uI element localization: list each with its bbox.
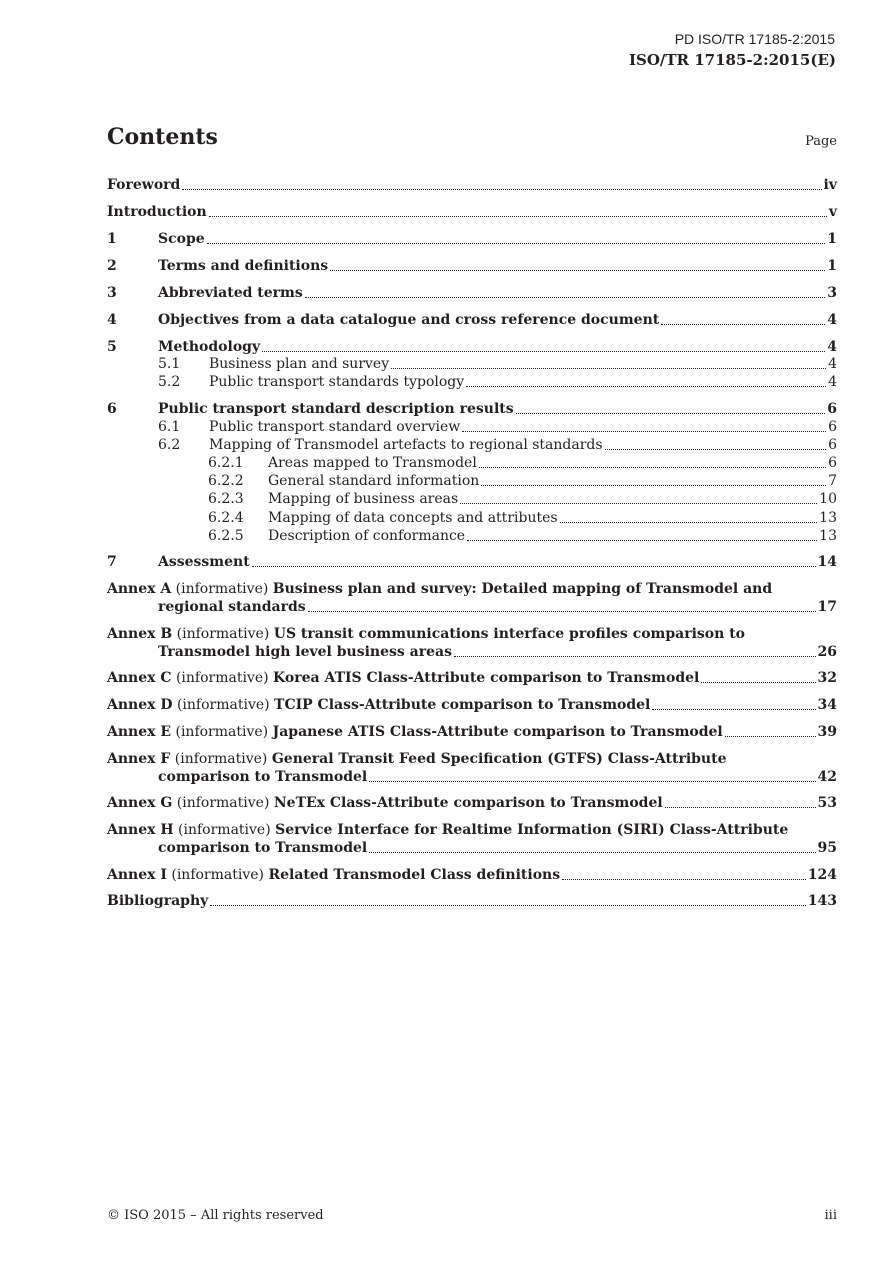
annex-label <box>107 723 723 741</box>
section-title: Scope <box>158 231 205 247</box>
toc-entry[interactable] <box>107 230 837 248</box>
dot-leader <box>661 323 825 325</box>
annex-entry-continuation[interactable] <box>107 839 837 857</box>
toc-entry-label <box>107 230 205 248</box>
toc-entry[interactable] <box>107 203 837 221</box>
annex-entry[interactable] <box>107 696 837 714</box>
toc-entry-label <box>107 472 479 490</box>
annex-title: NeTEx Class-Attribute comparison to Transmodel <box>273 795 663 811</box>
section-number: 1 <box>107 231 117 247</box>
toc-entry[interactable] <box>107 509 837 527</box>
contents-title: Contents <box>107 124 218 150</box>
annex-informative: (informative) <box>178 822 271 838</box>
annex-label <box>107 866 560 884</box>
annex-informative: (informative) <box>175 724 269 740</box>
dot-leader <box>516 412 826 414</box>
toc-entry[interactable] <box>107 338 837 356</box>
annex-title-continued: comparison to Transmodel <box>158 840 368 856</box>
page-ref: 13 <box>819 510 837 526</box>
section-number: 2 <box>107 258 117 274</box>
toc-entry[interactable] <box>107 311 837 329</box>
dot-leader <box>560 521 818 523</box>
section-title: Objectives from a data catalogue and cross reference document <box>158 312 660 328</box>
annex-title-continued: Transmodel high level business areas <box>158 644 452 660</box>
annex-key: Annex F <box>107 751 171 767</box>
toc-entry-label <box>107 509 558 527</box>
annex-title: Related Transmodel Class definitions <box>268 867 561 883</box>
annex-entry[interactable] <box>107 750 837 768</box>
section-title: General standard information <box>268 473 480 489</box>
dot-leader <box>305 296 826 298</box>
toc-entry[interactable] <box>107 400 837 418</box>
toc-entry-label <box>107 373 464 391</box>
page-ref: 1 <box>827 258 837 274</box>
toc-entry[interactable] <box>107 436 837 454</box>
toc-entry-label <box>107 454 477 472</box>
section-title: Public transport standard overview <box>209 419 461 435</box>
annex-key: Annex C <box>107 670 172 686</box>
annex-entry[interactable] <box>107 794 837 812</box>
annex-informative: (informative) <box>176 626 270 642</box>
section-title: Public transport standard description results <box>158 401 514 417</box>
annex-title-continued: comparison to Transmodel <box>158 769 368 785</box>
annex-entry[interactable] <box>107 821 837 839</box>
annex-informative: (informative) <box>174 751 268 767</box>
annex-informative: (informative) <box>176 697 270 713</box>
page-number: iii <box>824 1208 837 1223</box>
section-title: Abbreviated terms <box>158 285 303 301</box>
annex-title: TCIP Class-Attribute comparison to Transmodel <box>274 697 651 713</box>
page-ref: 6 <box>827 401 837 417</box>
section-number: 3 <box>107 285 117 301</box>
bibliography-entry[interactable] <box>107 892 837 910</box>
toc-entry-label <box>107 418 460 436</box>
bibliography-title: Bibliography <box>107 893 209 909</box>
annex-label <box>107 751 727 767</box>
section-title: Assessment <box>158 554 250 570</box>
section-number: 6.1 <box>158 419 181 435</box>
section-number: 7 <box>107 554 117 570</box>
page-ref: 34 <box>817 697 837 713</box>
toc-entry[interactable] <box>107 355 837 373</box>
section-title: Description of conformance <box>268 528 466 544</box>
page-ref: 3 <box>827 285 837 301</box>
toc-entry-label <box>107 203 207 221</box>
annex-label <box>107 822 788 838</box>
annex-title: US transit communications interface profiles comparison to <box>273 626 745 642</box>
section-number: 6 <box>107 401 117 417</box>
dot-leader <box>665 806 816 808</box>
annex-key: Annex G <box>107 795 173 811</box>
toc-entry[interactable] <box>107 284 837 302</box>
annex-label <box>107 794 663 812</box>
toc-entry-label <box>107 436 603 454</box>
section-number: 6.2.4 <box>208 510 244 526</box>
page-ref: 14 <box>817 554 837 570</box>
section-title: Mapping of Transmodel artefacts to regional standards <box>209 437 603 453</box>
toc-entry[interactable] <box>107 527 837 545</box>
page-ref: 124 <box>807 867 837 883</box>
annex-informative: (informative) <box>171 867 264 883</box>
section-title: Foreword <box>107 177 181 193</box>
dot-leader <box>562 878 806 880</box>
page-ref: 42 <box>817 769 837 785</box>
page-ref: 95 <box>817 840 837 856</box>
annex-title: Service Interface for Realtime Information (SIRI) Class-Attribute <box>275 822 789 838</box>
annex-entry[interactable] <box>107 625 837 643</box>
toc-entry-label <box>107 553 250 571</box>
section-number: 4 <box>107 312 117 328</box>
toc-entry-label <box>107 257 328 275</box>
toc-entry[interactable] <box>107 176 837 194</box>
dot-leader <box>462 430 826 432</box>
dot-leader <box>369 851 815 853</box>
dot-leader <box>652 708 815 710</box>
annex-label <box>107 626 745 642</box>
annex-entry[interactable] <box>107 580 837 598</box>
toc-entry-label <box>107 311 659 329</box>
dot-leader <box>391 367 826 369</box>
dot-leader <box>369 780 815 782</box>
section-number: 6.2.2 <box>208 473 244 489</box>
annex-key: Annex A <box>107 581 172 597</box>
annex-label <box>107 669 699 687</box>
section-number: 5.1 <box>158 356 181 372</box>
dot-leader <box>466 385 826 387</box>
page-column-label: Page <box>805 134 837 149</box>
dot-leader <box>605 448 827 450</box>
page-ref: 4 <box>828 356 837 372</box>
section-number: 6.2.1 <box>208 455 244 471</box>
page-ref: 1 <box>827 231 837 247</box>
toc-entry[interactable] <box>107 454 837 472</box>
copyright-notice: © ISO 2015 – All rights reserved <box>107 1208 324 1223</box>
toc-entry-label <box>107 527 465 545</box>
page-ref: 32 <box>817 670 837 686</box>
dot-leader <box>210 904 806 906</box>
page-ref: 7 <box>828 473 837 489</box>
annex-label <box>107 696 650 714</box>
toc-entry[interactable] <box>107 490 837 508</box>
annex-informative: (informative) <box>176 795 270 811</box>
toc-entry[interactable] <box>107 257 837 275</box>
annex-key: Annex D <box>107 697 173 713</box>
annex-entry-continuation[interactable] <box>107 598 837 616</box>
toc-entry-label <box>107 338 260 356</box>
page-ref: 143 <box>807 893 837 909</box>
annex-entry-continuation[interactable] <box>107 768 837 786</box>
page-ref: 26 <box>817 644 837 660</box>
dot-leader <box>701 681 815 683</box>
section-title: Terms and definitions <box>158 258 329 274</box>
dot-leader <box>467 539 817 541</box>
annex-entry[interactable] <box>107 723 837 741</box>
section-title: Introduction <box>107 204 207 220</box>
page-ref: 4 <box>828 374 837 390</box>
toc-entry[interactable] <box>107 418 837 436</box>
document-id: PD ISO/TR 17185-2:2015 <box>674 31 835 47</box>
toc-entry-label <box>107 400 514 418</box>
section-title: Mapping of business areas <box>268 491 459 507</box>
section-title: Areas mapped to Transmodel <box>268 455 477 471</box>
dot-leader <box>209 215 827 217</box>
page-ref: 4 <box>827 312 837 328</box>
page-ref: 6 <box>828 419 837 435</box>
annex-label <box>107 581 772 597</box>
toc-entry[interactable] <box>107 472 837 490</box>
page-ref: 13 <box>819 528 837 544</box>
section-number: 5.2 <box>158 374 181 390</box>
page-ref: 39 <box>817 724 837 740</box>
annex-title: Japanese ATIS Class-Attribute comparison to Transmodel <box>272 724 723 740</box>
page-ref: 10 <box>819 491 837 507</box>
annex-title: General Transit Feed Specification (GTFS) Class-Attribute <box>271 751 727 767</box>
document-id-english: ISO/TR 17185-2:2015(E) <box>628 51 836 69</box>
section-title: Business plan and survey <box>209 356 390 372</box>
annex-entry-continuation[interactable] <box>107 643 837 661</box>
dot-leader <box>481 484 826 486</box>
annex-informative: (informative) <box>175 581 269 597</box>
section-title: Methodology <box>158 339 261 355</box>
page-ref: 6 <box>828 437 837 453</box>
page-ref: iv <box>823 177 837 193</box>
section-number: 6.2.5 <box>208 528 244 544</box>
dot-leader <box>725 735 816 737</box>
dot-leader <box>182 188 821 190</box>
annex-key: Annex H <box>107 822 174 838</box>
dot-leader <box>207 242 826 244</box>
annex-title: Business plan and survey: Detailed mapping of Transmodel and <box>272 581 773 597</box>
dot-leader <box>308 610 816 612</box>
annex-key: Annex B <box>107 626 173 642</box>
page-ref: 53 <box>817 795 837 811</box>
annex-entry[interactable] <box>107 669 837 687</box>
page-ref: 17 <box>817 599 837 615</box>
dot-leader <box>460 502 817 504</box>
dot-leader <box>252 565 816 567</box>
dot-leader <box>479 466 826 468</box>
section-title: Public transport standards typology <box>209 374 465 390</box>
page-ref: 6 <box>828 455 837 471</box>
toc-entry-label <box>107 355 389 373</box>
annex-title-continued: regional standards <box>158 599 306 615</box>
section-number: 6.2.3 <box>208 491 244 507</box>
annex-title: Korea ATIS Class-Attribute comparison to Transmodel <box>273 670 700 686</box>
section-number: 5 <box>107 339 117 355</box>
section-title: Mapping of data concepts and attributes <box>268 510 558 526</box>
section-number: 6.2 <box>158 437 181 453</box>
annex-key: Annex E <box>107 724 172 740</box>
toc-entry-label <box>107 490 458 508</box>
toc-entry[interactable] <box>107 553 837 571</box>
page-ref: 4 <box>827 339 837 355</box>
dot-leader <box>454 655 816 657</box>
toc-entry[interactable] <box>107 373 837 391</box>
toc-entry-label <box>107 284 303 302</box>
annex-informative: (informative) <box>175 670 269 686</box>
toc-entry-label <box>107 176 180 194</box>
dot-leader <box>262 350 825 352</box>
annex-entry[interactable] <box>107 866 837 884</box>
dot-leader <box>330 269 825 271</box>
annex-key: Annex I <box>107 867 167 883</box>
page-ref: v <box>828 204 837 220</box>
